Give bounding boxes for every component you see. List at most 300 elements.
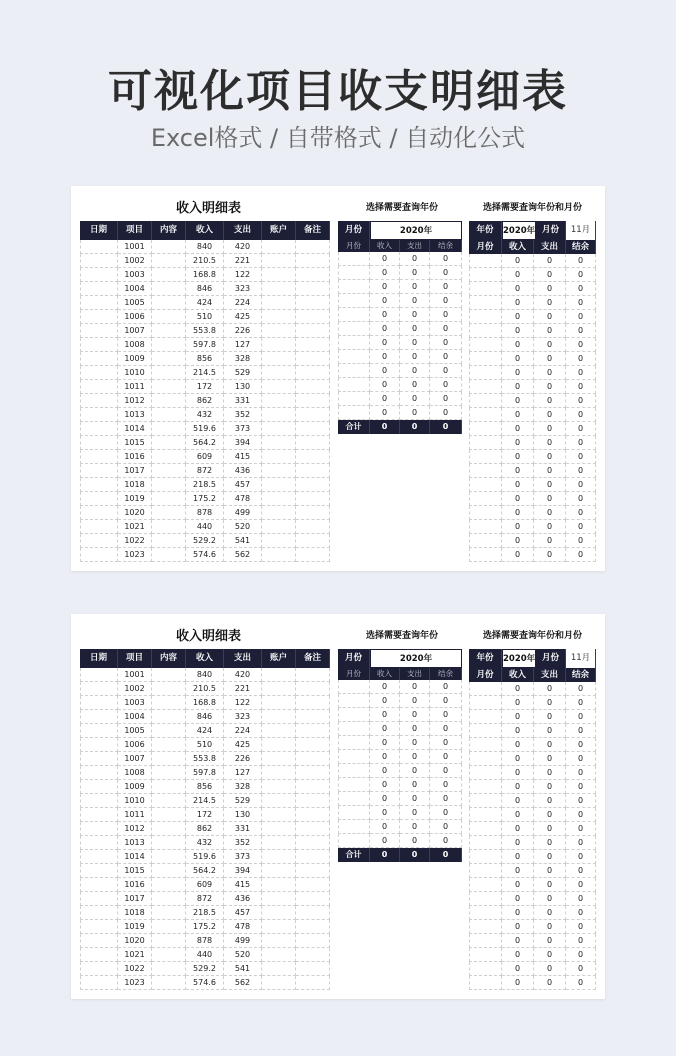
table-cell[interactable]: 0 xyxy=(534,892,566,906)
table-cell[interactable]: 0 xyxy=(502,850,534,864)
table-cell[interactable]: 0 xyxy=(534,808,566,822)
table-cell[interactable]: 529 xyxy=(224,366,262,380)
table-cell[interactable] xyxy=(338,308,370,322)
table-cell[interactable] xyxy=(80,724,118,738)
table-cell[interactable]: 520 xyxy=(224,948,262,962)
table-cell[interactable]: 1002 xyxy=(118,682,152,696)
table-cell[interactable]: 0 xyxy=(502,352,534,366)
table-cell[interactable] xyxy=(469,366,502,380)
table-cell[interactable] xyxy=(469,408,502,422)
table-cell[interactable] xyxy=(262,906,296,920)
table-cell[interactable]: 0 xyxy=(502,338,534,352)
table-cell[interactable]: 172 xyxy=(186,380,224,394)
table-cell[interactable] xyxy=(469,422,502,436)
table-cell[interactable]: 457 xyxy=(224,478,262,492)
table-cell[interactable]: 127 xyxy=(224,766,262,780)
table-cell[interactable]: 1019 xyxy=(118,492,152,506)
table-cell[interactable]: 221 xyxy=(224,254,262,268)
table-cell[interactable]: 1011 xyxy=(118,808,152,822)
table-cell[interactable]: 0 xyxy=(534,324,566,338)
table-cell[interactable]: 1020 xyxy=(118,506,152,520)
table-cell[interactable] xyxy=(262,282,296,296)
table-cell[interactable] xyxy=(262,394,296,408)
column-header[interactable]: 收入 xyxy=(370,240,400,252)
table-cell[interactable]: 0 xyxy=(400,750,430,764)
table-cell[interactable]: 0 xyxy=(502,710,534,724)
table-cell[interactable]: 0 xyxy=(400,834,430,848)
column-header[interactable]: 月份 xyxy=(469,240,502,254)
table-cell[interactable] xyxy=(296,324,330,338)
table-cell[interactable]: 562 xyxy=(224,548,262,562)
table-cell[interactable] xyxy=(152,520,186,534)
table-cell[interactable]: 0 xyxy=(370,736,400,750)
table-cell[interactable]: 0 xyxy=(502,962,534,976)
table-cell[interactable]: 0 xyxy=(430,378,462,392)
table-cell[interactable] xyxy=(296,766,330,780)
table-cell[interactable]: 122 xyxy=(224,696,262,710)
table-cell[interactable]: 0 xyxy=(502,422,534,436)
table-cell[interactable]: 0 xyxy=(534,548,566,562)
table-cell[interactable]: 0 xyxy=(502,268,534,282)
table-cell[interactable] xyxy=(262,962,296,976)
table-cell[interactable]: 0 xyxy=(566,310,596,324)
table-cell[interactable]: 1006 xyxy=(118,310,152,324)
table-cell[interactable] xyxy=(296,752,330,766)
table-cell[interactable]: 0 xyxy=(430,708,462,722)
table-cell[interactable]: 1018 xyxy=(118,478,152,492)
table-cell[interactable] xyxy=(80,394,118,408)
column-header[interactable]: 支出 xyxy=(400,240,430,252)
table-cell[interactable]: 0 xyxy=(400,392,430,406)
table-cell[interactable] xyxy=(262,976,296,990)
table-cell[interactable] xyxy=(152,976,186,990)
table-cell[interactable]: 440 xyxy=(186,948,224,962)
total-cell[interactable]: 0 xyxy=(430,848,462,862)
table-cell[interactable]: 0 xyxy=(370,336,400,350)
table-cell[interactable] xyxy=(262,366,296,380)
table-cell[interactable]: 0 xyxy=(566,976,596,990)
table-cell[interactable]: 0 xyxy=(430,722,462,736)
table-cell[interactable]: 0 xyxy=(400,708,430,722)
table-cell[interactable]: 478 xyxy=(224,492,262,506)
table-cell[interactable] xyxy=(80,822,118,836)
table-cell[interactable] xyxy=(296,976,330,990)
table-cell[interactable]: 218.5 xyxy=(186,478,224,492)
table-cell[interactable] xyxy=(469,920,502,934)
table-cell[interactable]: 0 xyxy=(534,352,566,366)
table-cell[interactable] xyxy=(469,836,502,850)
table-cell[interactable] xyxy=(296,892,330,906)
table-cell[interactable]: 1023 xyxy=(118,976,152,990)
table-cell[interactable]: 0 xyxy=(370,820,400,834)
table-cell[interactable]: 168.8 xyxy=(186,696,224,710)
table-cell[interactable]: 840 xyxy=(186,668,224,682)
table-cell[interactable]: 0 xyxy=(566,962,596,976)
table-cell[interactable]: 0 xyxy=(534,520,566,534)
month-label[interactable]: 月份 xyxy=(536,221,566,240)
table-cell[interactable]: 597.8 xyxy=(186,338,224,352)
table-cell[interactable] xyxy=(262,696,296,710)
column-header[interactable]: 日期 xyxy=(80,649,118,668)
table-cell[interactable] xyxy=(152,548,186,562)
table-cell[interactable]: 0 xyxy=(370,280,400,294)
table-cell[interactable]: 1011 xyxy=(118,380,152,394)
table-cell[interactable]: 0 xyxy=(400,820,430,834)
year-select[interactable]: 2020年 xyxy=(502,649,536,668)
table-cell[interactable]: 0 xyxy=(502,282,534,296)
column-header[interactable]: 月份 xyxy=(469,668,502,682)
table-cell[interactable]: 0 xyxy=(502,492,534,506)
table-cell[interactable]: 0 xyxy=(566,338,596,352)
table-cell[interactable] xyxy=(80,906,118,920)
table-cell[interactable]: 1021 xyxy=(118,520,152,534)
table-cell[interactable]: 0 xyxy=(430,280,462,294)
table-cell[interactable]: 0 xyxy=(430,680,462,694)
table-cell[interactable] xyxy=(262,808,296,822)
table-cell[interactable]: 0 xyxy=(566,464,596,478)
table-cell[interactable]: 175.2 xyxy=(186,920,224,934)
table-cell[interactable] xyxy=(296,268,330,282)
table-cell[interactable] xyxy=(152,752,186,766)
table-cell[interactable]: 0 xyxy=(400,350,430,364)
column-header[interactable]: 结余 xyxy=(430,240,462,252)
table-cell[interactable]: 0 xyxy=(566,282,596,296)
table-cell[interactable]: 175.2 xyxy=(186,492,224,506)
table-cell[interactable]: 553.8 xyxy=(186,324,224,338)
table-cell[interactable]: 0 xyxy=(534,534,566,548)
column-header[interactable]: 支出 xyxy=(400,668,430,680)
table-cell[interactable]: 122 xyxy=(224,268,262,282)
table-cell[interactable] xyxy=(152,766,186,780)
table-cell[interactable]: 0 xyxy=(534,794,566,808)
table-cell[interactable] xyxy=(296,724,330,738)
table-cell[interactable] xyxy=(296,254,330,268)
table-cell[interactable] xyxy=(152,450,186,464)
year-label[interactable]: 年份 xyxy=(469,221,502,240)
table-cell[interactable]: 0 xyxy=(430,792,462,806)
table-cell[interactable]: 0 xyxy=(370,294,400,308)
table-cell[interactable] xyxy=(152,478,186,492)
table-cell[interactable] xyxy=(80,696,118,710)
table-cell[interactable] xyxy=(338,736,370,750)
table-cell[interactable]: 1013 xyxy=(118,836,152,850)
table-cell[interactable]: 529.2 xyxy=(186,534,224,548)
table-cell[interactable]: 1008 xyxy=(118,338,152,352)
table-cell[interactable]: 0 xyxy=(534,962,566,976)
table-cell[interactable] xyxy=(80,934,118,948)
table-cell[interactable]: 1017 xyxy=(118,464,152,478)
table-cell[interactable] xyxy=(296,436,330,450)
table-cell[interactable]: 0 xyxy=(566,724,596,738)
table-cell[interactable]: 0 xyxy=(430,406,462,420)
table-cell[interactable]: 0 xyxy=(400,252,430,266)
table-cell[interactable]: 0 xyxy=(502,366,534,380)
table-cell[interactable] xyxy=(80,492,118,506)
table-cell[interactable] xyxy=(152,948,186,962)
table-cell[interactable]: 574.6 xyxy=(186,976,224,990)
table-cell[interactable] xyxy=(469,310,502,324)
table-cell[interactable]: 436 xyxy=(224,464,262,478)
table-cell[interactable] xyxy=(152,310,186,324)
total-cell[interactable]: 合计 xyxy=(338,420,370,434)
table-cell[interactable]: 0 xyxy=(566,822,596,836)
table-cell[interactable]: 0 xyxy=(502,766,534,780)
table-cell[interactable]: 0 xyxy=(370,778,400,792)
table-cell[interactable]: 0 xyxy=(534,282,566,296)
table-cell[interactable]: 878 xyxy=(186,506,224,520)
table-cell[interactable]: 0 xyxy=(400,806,430,820)
table-cell[interactable]: 0 xyxy=(430,764,462,778)
table-cell[interactable]: 394 xyxy=(224,436,262,450)
table-cell[interactable] xyxy=(296,710,330,724)
table-cell[interactable]: 0 xyxy=(502,780,534,794)
table-cell[interactable]: 1007 xyxy=(118,752,152,766)
table-cell[interactable] xyxy=(262,710,296,724)
table-cell[interactable] xyxy=(262,520,296,534)
table-cell[interactable]: 0 xyxy=(566,534,596,548)
table-cell[interactable]: 0 xyxy=(566,780,596,794)
table-cell[interactable]: 0 xyxy=(370,764,400,778)
table-cell[interactable] xyxy=(296,934,330,948)
table-cell[interactable]: 224 xyxy=(224,296,262,310)
table-cell[interactable] xyxy=(152,850,186,864)
table-cell[interactable]: 574.6 xyxy=(186,548,224,562)
table-cell[interactable]: 1003 xyxy=(118,268,152,282)
table-cell[interactable]: 0 xyxy=(566,836,596,850)
table-cell[interactable] xyxy=(296,738,330,752)
table-cell[interactable] xyxy=(469,268,502,282)
table-cell[interactable] xyxy=(80,520,118,534)
table-cell[interactable] xyxy=(262,682,296,696)
table-cell[interactable] xyxy=(262,296,296,310)
table-cell[interactable] xyxy=(262,268,296,282)
table-cell[interactable]: 0 xyxy=(502,296,534,310)
table-cell[interactable]: 0 xyxy=(370,406,400,420)
column-header[interactable]: 结余 xyxy=(566,240,596,254)
table-cell[interactable]: 0 xyxy=(502,724,534,738)
table-cell[interactable] xyxy=(80,752,118,766)
table-cell[interactable]: 519.6 xyxy=(186,422,224,436)
table-cell[interactable]: 0 xyxy=(370,806,400,820)
table-cell[interactable]: 0 xyxy=(534,906,566,920)
table-cell[interactable] xyxy=(152,822,186,836)
table-cell[interactable] xyxy=(469,976,502,990)
table-cell[interactable] xyxy=(296,352,330,366)
table-cell[interactable]: 0 xyxy=(430,252,462,266)
month-select[interactable]: 11月 xyxy=(566,649,596,668)
year-select[interactable]: 2020年 xyxy=(370,649,462,668)
total-cell[interactable]: 0 xyxy=(400,848,430,862)
table-cell[interactable]: 1003 xyxy=(118,696,152,710)
table-cell[interactable] xyxy=(296,338,330,352)
table-cell[interactable]: 0 xyxy=(502,310,534,324)
table-cell[interactable]: 1004 xyxy=(118,710,152,724)
table-cell[interactable]: 0 xyxy=(534,450,566,464)
column-header[interactable]: 结余 xyxy=(566,668,596,682)
table-cell[interactable]: 424 xyxy=(186,724,224,738)
table-cell[interactable]: 331 xyxy=(224,822,262,836)
table-cell[interactable] xyxy=(80,976,118,990)
table-cell[interactable]: 424 xyxy=(186,296,224,310)
table-cell[interactable]: 0 xyxy=(370,834,400,848)
table-cell[interactable]: 0 xyxy=(502,478,534,492)
table-cell[interactable] xyxy=(80,892,118,906)
table-cell[interactable] xyxy=(296,668,330,682)
table-cell[interactable]: 0 xyxy=(502,506,534,520)
table-cell[interactable]: 1020 xyxy=(118,934,152,948)
table-cell[interactable] xyxy=(152,724,186,738)
table-cell[interactable]: 0 xyxy=(566,506,596,520)
table-cell[interactable] xyxy=(296,366,330,380)
table-cell[interactable] xyxy=(80,766,118,780)
table-cell[interactable] xyxy=(469,906,502,920)
table-cell[interactable]: 425 xyxy=(224,310,262,324)
table-cell[interactable] xyxy=(296,534,330,548)
table-cell[interactable]: 519.6 xyxy=(186,850,224,864)
table-cell[interactable]: 0 xyxy=(534,408,566,422)
table-cell[interactable]: 0 xyxy=(370,792,400,806)
table-cell[interactable]: 846 xyxy=(186,282,224,296)
table-cell[interactable]: 0 xyxy=(534,752,566,766)
table-cell[interactable]: 0 xyxy=(534,696,566,710)
table-cell[interactable] xyxy=(469,850,502,864)
table-cell[interactable]: 436 xyxy=(224,892,262,906)
table-cell[interactable]: 130 xyxy=(224,380,262,394)
table-cell[interactable]: 323 xyxy=(224,282,262,296)
table-cell[interactable] xyxy=(262,738,296,752)
table-cell[interactable]: 0 xyxy=(566,878,596,892)
table-cell[interactable] xyxy=(469,766,502,780)
total-cell[interactable]: 0 xyxy=(430,420,462,434)
table-cell[interactable]: 226 xyxy=(224,752,262,766)
table-cell[interactable]: 0 xyxy=(430,736,462,750)
table-cell[interactable]: 1016 xyxy=(118,450,152,464)
table-cell[interactable] xyxy=(152,836,186,850)
table-cell[interactable]: 0 xyxy=(566,548,596,562)
table-cell[interactable] xyxy=(262,948,296,962)
table-cell[interactable] xyxy=(469,534,502,548)
table-cell[interactable]: 415 xyxy=(224,878,262,892)
table-cell[interactable]: 0 xyxy=(534,506,566,520)
table-cell[interactable] xyxy=(80,478,118,492)
table-cell[interactable]: 373 xyxy=(224,422,262,436)
table-cell[interactable] xyxy=(296,836,330,850)
table-cell[interactable]: 0 xyxy=(566,752,596,766)
table-cell[interactable]: 0 xyxy=(566,794,596,808)
table-cell[interactable] xyxy=(296,408,330,422)
table-cell[interactable]: 0 xyxy=(400,322,430,336)
column-header[interactable]: 月份 xyxy=(338,240,370,252)
table-cell[interactable] xyxy=(262,864,296,878)
table-cell[interactable] xyxy=(338,392,370,406)
table-cell[interactable]: 1002 xyxy=(118,254,152,268)
table-cell[interactable] xyxy=(338,350,370,364)
table-cell[interactable]: 0 xyxy=(534,934,566,948)
table-cell[interactable] xyxy=(152,682,186,696)
table-cell[interactable]: 0 xyxy=(430,694,462,708)
table-cell[interactable] xyxy=(262,668,296,682)
table-cell[interactable] xyxy=(338,778,370,792)
table-cell[interactable] xyxy=(338,792,370,806)
table-cell[interactable]: 0 xyxy=(502,822,534,836)
table-cell[interactable]: 529.2 xyxy=(186,962,224,976)
table-cell[interactable]: 352 xyxy=(224,836,262,850)
table-cell[interactable] xyxy=(80,948,118,962)
table-cell[interactable] xyxy=(262,450,296,464)
table-cell[interactable] xyxy=(262,934,296,948)
table-cell[interactable]: 0 xyxy=(534,976,566,990)
table-cell[interactable]: 0 xyxy=(566,934,596,948)
table-cell[interactable] xyxy=(80,464,118,478)
table-cell[interactable] xyxy=(469,794,502,808)
table-cell[interactable] xyxy=(262,478,296,492)
table-cell[interactable]: 0 xyxy=(370,322,400,336)
table-cell[interactable] xyxy=(80,324,118,338)
table-cell[interactable] xyxy=(262,780,296,794)
table-cell[interactable]: 878 xyxy=(186,934,224,948)
table-cell[interactable]: 1012 xyxy=(118,822,152,836)
table-cell[interactable] xyxy=(469,738,502,752)
table-cell[interactable]: 0 xyxy=(534,710,566,724)
table-cell[interactable] xyxy=(469,892,502,906)
table-cell[interactable] xyxy=(469,696,502,710)
table-cell[interactable]: 0 xyxy=(566,682,596,696)
table-cell[interactable]: 432 xyxy=(186,836,224,850)
table-cell[interactable]: 0 xyxy=(370,722,400,736)
table-cell[interactable]: 0 xyxy=(400,406,430,420)
table-cell[interactable]: 0 xyxy=(502,976,534,990)
table-cell[interactable] xyxy=(262,422,296,436)
table-cell[interactable]: 352 xyxy=(224,408,262,422)
table-cell[interactable] xyxy=(80,864,118,878)
table-cell[interactable]: 0 xyxy=(566,408,596,422)
table-cell[interactable] xyxy=(80,738,118,752)
table-cell[interactable]: 0 xyxy=(534,864,566,878)
table-cell[interactable]: 0 xyxy=(370,680,400,694)
table-cell[interactable]: 0 xyxy=(534,948,566,962)
table-cell[interactable]: 0 xyxy=(370,378,400,392)
column-header[interactable]: 支出 xyxy=(224,221,262,240)
table-cell[interactable]: 0 xyxy=(502,906,534,920)
table-cell[interactable]: 1014 xyxy=(118,850,152,864)
table-cell[interactable] xyxy=(262,794,296,808)
table-cell[interactable]: 1017 xyxy=(118,892,152,906)
table-cell[interactable]: 0 xyxy=(400,336,430,350)
total-cell[interactable]: 0 xyxy=(370,848,400,862)
table-cell[interactable]: 0 xyxy=(534,836,566,850)
table-cell[interactable]: 1012 xyxy=(118,394,152,408)
column-header[interactable]: 收入 xyxy=(186,649,224,668)
table-cell[interactable]: 0 xyxy=(400,680,430,694)
table-cell[interactable] xyxy=(469,338,502,352)
table-cell[interactable] xyxy=(338,764,370,778)
table-cell[interactable] xyxy=(262,324,296,338)
table-cell[interactable]: 328 xyxy=(224,352,262,366)
column-header[interactable]: 备注 xyxy=(296,649,330,668)
table-cell[interactable]: 224 xyxy=(224,724,262,738)
table-cell[interactable]: 856 xyxy=(186,352,224,366)
column-header[interactable]: 月份 xyxy=(338,668,370,680)
table-cell[interactable] xyxy=(80,366,118,380)
table-cell[interactable]: 0 xyxy=(534,492,566,506)
table-cell[interactable]: 541 xyxy=(224,534,262,548)
table-cell[interactable]: 0 xyxy=(400,280,430,294)
total-cell[interactable]: 0 xyxy=(400,420,430,434)
table-cell[interactable]: 210.5 xyxy=(186,254,224,268)
table-cell[interactable]: 856 xyxy=(186,780,224,794)
table-cell[interactable] xyxy=(338,364,370,378)
table-cell[interactable] xyxy=(152,366,186,380)
